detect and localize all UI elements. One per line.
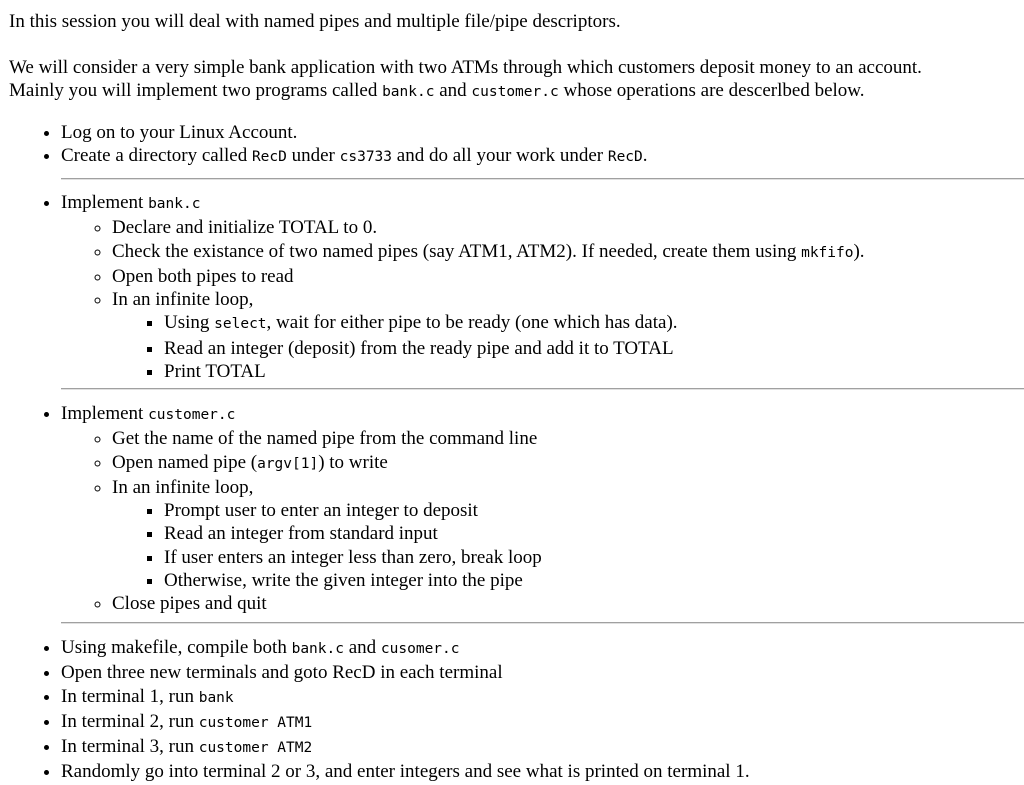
run-step-text: In terminal 3, run (61, 736, 199, 758)
list-item (164, 499, 542, 522)
inline-code: customer.c (471, 84, 559, 100)
description-text: Mainly you will implement two programs called (9, 80, 383, 101)
intro-text: In this session you will deal with named pipes and multiple file/pipe descriptors. (9, 11, 621, 32)
customer-step-text: Open named pipe ( (112, 451, 258, 473)
list-item (61, 685, 750, 710)
inline-code: argv[1] (257, 455, 319, 472)
list-item (164, 546, 542, 569)
inline-code: RecD (251, 149, 287, 166)
horizontal-divider (61, 622, 1024, 624)
inline-code: cusomer.c (380, 641, 460, 657)
inline-code: customer.c (148, 407, 236, 423)
run-step-text: In terminal 2, run (61, 710, 199, 732)
inline-code: mkfifo (801, 244, 854, 261)
setup-step-text: and do all your work under (392, 145, 608, 167)
customer-step-text: ) to write (318, 451, 388, 473)
list-item (164, 311, 865, 336)
customer-step-text: Get the name of the named pipe from the command line (112, 428, 538, 450)
list-item (61, 735, 750, 760)
setup-step-text: under (286, 145, 340, 167)
setup-step-text: Create a directory called (61, 145, 252, 167)
inline-code: bank.c (382, 84, 435, 100)
list-item (61, 760, 750, 783)
horizontal-divider (61, 388, 1024, 390)
list-item (164, 569, 542, 592)
list-item (112, 427, 542, 450)
customer-section-list (61, 402, 542, 616)
bank-loop-text: Print TOTAL (164, 361, 266, 383)
list-item (112, 592, 542, 615)
description-paragraph (9, 56, 922, 104)
description-text: whose operations are descerlbed below. (558, 80, 865, 101)
list-item (61, 144, 648, 169)
list-item (164, 522, 542, 545)
bank-steps-list (61, 216, 865, 383)
list-item (61, 191, 865, 383)
bank-step-text: Open both pipes to read (112, 265, 294, 287)
customer-loop-list (112, 499, 542, 592)
description-line-1: We will consider a very simple bank application with two ATMs through which customers deposit money to an account. (9, 57, 922, 78)
run-step-text: and (343, 637, 381, 658)
setup-step-text: Log on to your Linux Account. (61, 122, 298, 143)
list-item (61, 121, 648, 144)
customer-loop-text: Prompt user to enter an integer to deposit (164, 500, 478, 522)
inline-code: bank (198, 689, 234, 706)
customer-loop-text: Otherwise, write the given integer into the pipe (164, 570, 523, 592)
list-item (112, 476, 542, 592)
setup-list (61, 121, 648, 170)
list-item (112, 265, 865, 288)
run-step-text: In terminal 1, run (61, 685, 199, 707)
inline-code: bank.c (148, 196, 201, 212)
list-item (61, 402, 542, 616)
list-item (112, 216, 865, 239)
description-text: and (434, 80, 472, 101)
customer-title-text: Implement (61, 403, 149, 424)
customer-steps-list (61, 427, 542, 615)
customer-step-text: Close pipes and quit (112, 593, 267, 615)
run-step-text: Using makefile, compile both (61, 637, 292, 658)
inline-code: bank.c (291, 641, 344, 657)
list-item (61, 636, 750, 661)
bank-step-text: Check the existance of two named pipes (say ATM1, ATM2). If needed, create them using (112, 240, 802, 262)
run-section-list (61, 636, 750, 784)
inline-code: RecD (607, 149, 643, 166)
bank-title-text: Implement (61, 192, 149, 213)
setup-step-text: . (642, 145, 648, 167)
list-item (112, 240, 865, 265)
customer-loop-text: If user enters an integer less than zero, break loop (164, 546, 542, 568)
bank-loop-text: , wait for either pipe to be ready (one which has data). (266, 312, 678, 334)
customer-step-text: In an infinite loop, (112, 476, 254, 498)
list-item (61, 710, 750, 735)
list-item (164, 360, 865, 383)
run-step-text: Open three new terminals and goto RecD in each terminal (61, 662, 503, 684)
customer-loop-text: Read an integer from standard input (164, 523, 438, 545)
bank-step-text: In an infinite loop, (112, 289, 254, 311)
bank-step-text: ). (853, 240, 865, 262)
list-item (112, 288, 865, 383)
bank-loop-text: Using (164, 312, 215, 334)
inline-code: cs3733 (339, 149, 393, 166)
bank-section-list (61, 191, 865, 383)
horizontal-divider (61, 178, 1024, 180)
bank-loop-list (112, 311, 865, 383)
list-item (112, 451, 542, 476)
list-item (164, 337, 865, 360)
inline-code: customer ATM2 (198, 740, 313, 757)
inline-code: select (214, 316, 267, 333)
list-item (61, 661, 750, 684)
intro-paragraph (9, 11, 621, 33)
inline-code: customer ATM1 (198, 714, 313, 731)
run-step-text: Randomly go into terminal 2 or 3, and enter integers and see what is printed on terminal 1. (61, 761, 750, 783)
bank-loop-text: Read an integer (deposit) from the ready pipe and add it to TOTAL (164, 337, 674, 359)
bank-step-text: Declare and initialize TOTAL to 0. (112, 217, 378, 239)
